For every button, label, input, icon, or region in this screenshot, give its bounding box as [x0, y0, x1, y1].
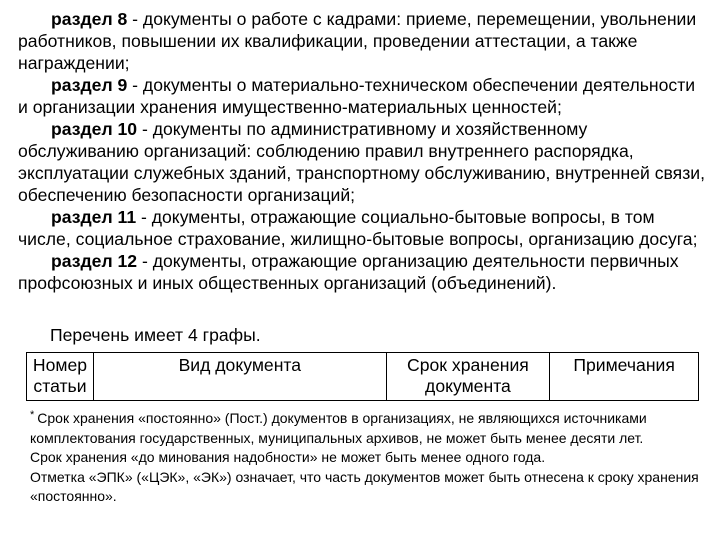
footnote-text: Срок хранения «постоянно» (Пост.) документов в организациях, не являющихся источниками комплектования государственных, муниципальных архивов, не может быть менее десяти лет. — [30, 410, 647, 446]
section-text: - документы о материально-техническом обеспечении деятельности и организации хранения имущественно-материальных ценностей; — [18, 75, 696, 117]
section-9 — [18, 74, 708, 118]
sections-list — [18, 8, 708, 294]
header-retention-period: Срок хранения документа — [386, 353, 550, 401]
section-title: раздел 12 — [51, 251, 138, 271]
header-document-type: Вид документа — [93, 353, 386, 401]
section-12 — [18, 250, 708, 294]
footnote-item: Отметка «ЭПК» («ЦЭК», «ЭК») означает, что часть документов может быть отнесена к сроку хранения «постоянно». — [30, 468, 699, 504]
header-notes: Примечания — [550, 353, 699, 401]
header-article-number: Номер статьи — [27, 353, 94, 401]
section-text: - документы по административному и хозяйственному обслуживанию организаций: соблюдению правил внутреннего распорядка, эксплуатации служебных зданий, транспортному обслуживанию, внутренней связи, обеспечению безопасности организаций; — [18, 119, 705, 205]
section-title: раздел 11 — [51, 207, 137, 227]
section-10 — [18, 118, 708, 206]
footnote-marker: * — [30, 409, 35, 421]
section-title: раздел 8 — [51, 9, 128, 29]
footnote-item: Срок хранения «до минования надобности» не может быть менее одного года. — [30, 449, 546, 465]
footnotes — [30, 406, 710, 507]
section-text: - документы, отражающие организацию деятельности первичных профсоюзных и иных общественных организаций (объединений). — [18, 251, 679, 293]
section-title: раздел 10 — [51, 119, 138, 139]
section-8 — [18, 8, 708, 74]
section-text: - документы о работе с кадрами: приеме, перемещении, увольнении работников, повышении их квалификации, проведении аттестации, а также награждении; — [18, 9, 697, 73]
section-11 — [18, 206, 708, 250]
list-intro: Перечень имеет 4 графы. — [50, 325, 261, 345]
table-header-row — [27, 353, 699, 401]
footnote-item — [30, 406, 710, 448]
columns-table — [26, 352, 699, 401]
section-text: - документы, отражающие социально-бытовые вопросы, в том числе, социальное страхование, жилищно-бытовые вопросы, организацию досуга; — [18, 207, 698, 249]
section-title: раздел 9 — [51, 75, 128, 95]
